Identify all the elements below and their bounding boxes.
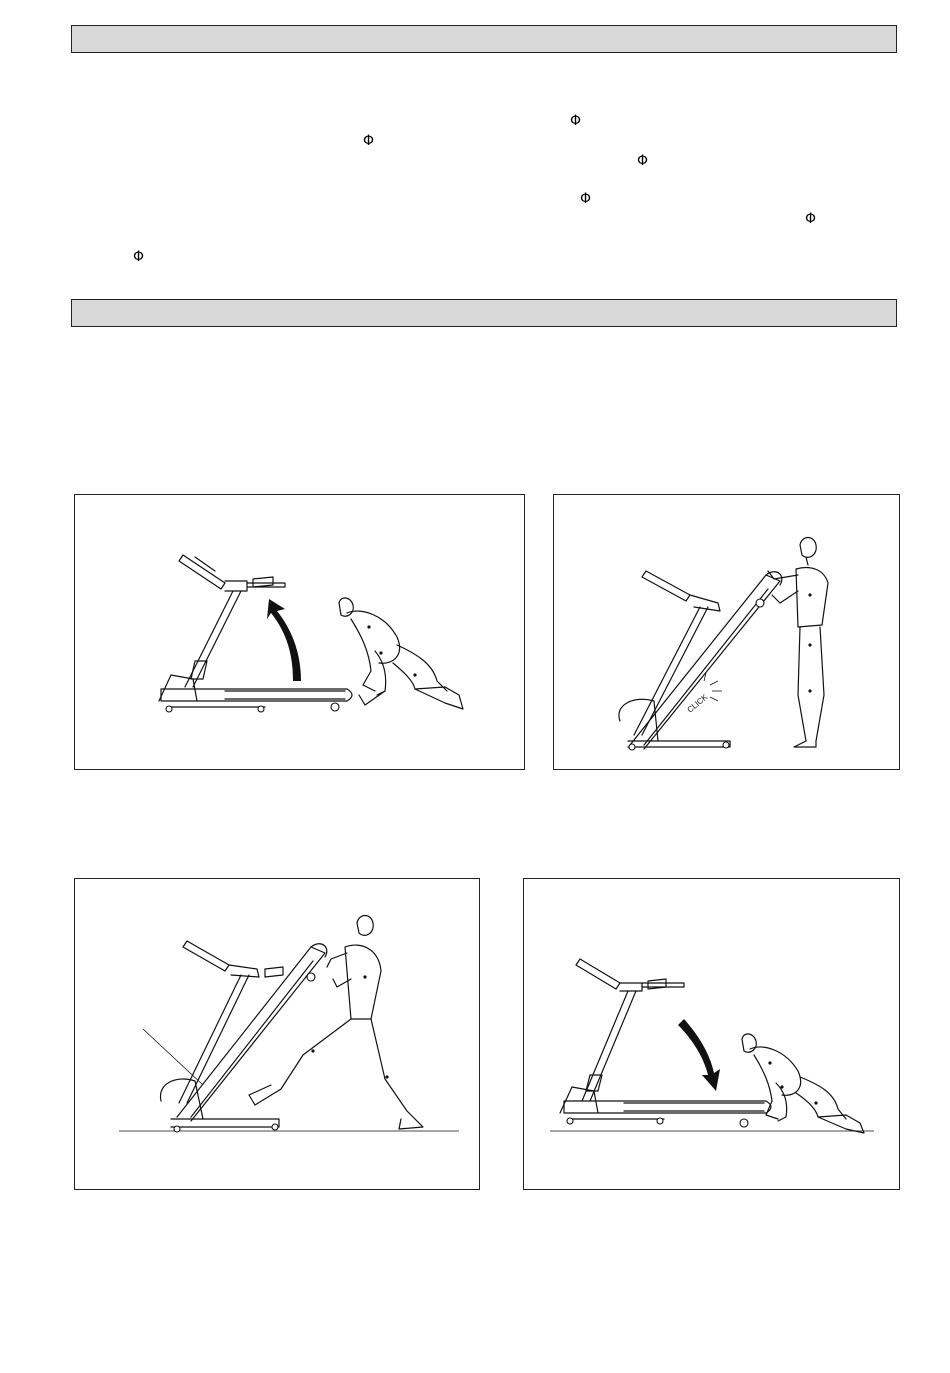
figure-locked-upright	[553, 494, 900, 770]
standing-person-figure	[768, 538, 828, 748]
phi-symbol: Φ	[637, 153, 649, 169]
callout-leader-line	[143, 1029, 203, 1085]
figure-lower-deck	[523, 878, 900, 1190]
treadmill-lift-illustration	[75, 495, 526, 771]
phi-symbol: Φ	[580, 191, 592, 207]
figure-release-latch	[74, 878, 480, 1190]
section-header-bar-1	[71, 25, 897, 53]
kneeling-person-figure	[339, 598, 463, 709]
treadmill-release-illustration	[75, 879, 481, 1191]
stepping-person-figure	[249, 916, 423, 1130]
figure-lift-deck	[74, 494, 525, 770]
phi-symbol: Φ	[133, 249, 145, 265]
section-header-bar-2	[71, 299, 897, 327]
phi-symbol: Φ	[363, 133, 375, 149]
treadmill-lower-illustration	[524, 879, 901, 1191]
phi-symbol: Φ	[570, 113, 582, 129]
phi-symbol: Φ	[805, 211, 817, 227]
treadmill-upright-illustration	[554, 495, 901, 771]
click-annotation: CLICK	[685, 692, 710, 715]
kneeling-person-figure	[742, 1034, 864, 1133]
